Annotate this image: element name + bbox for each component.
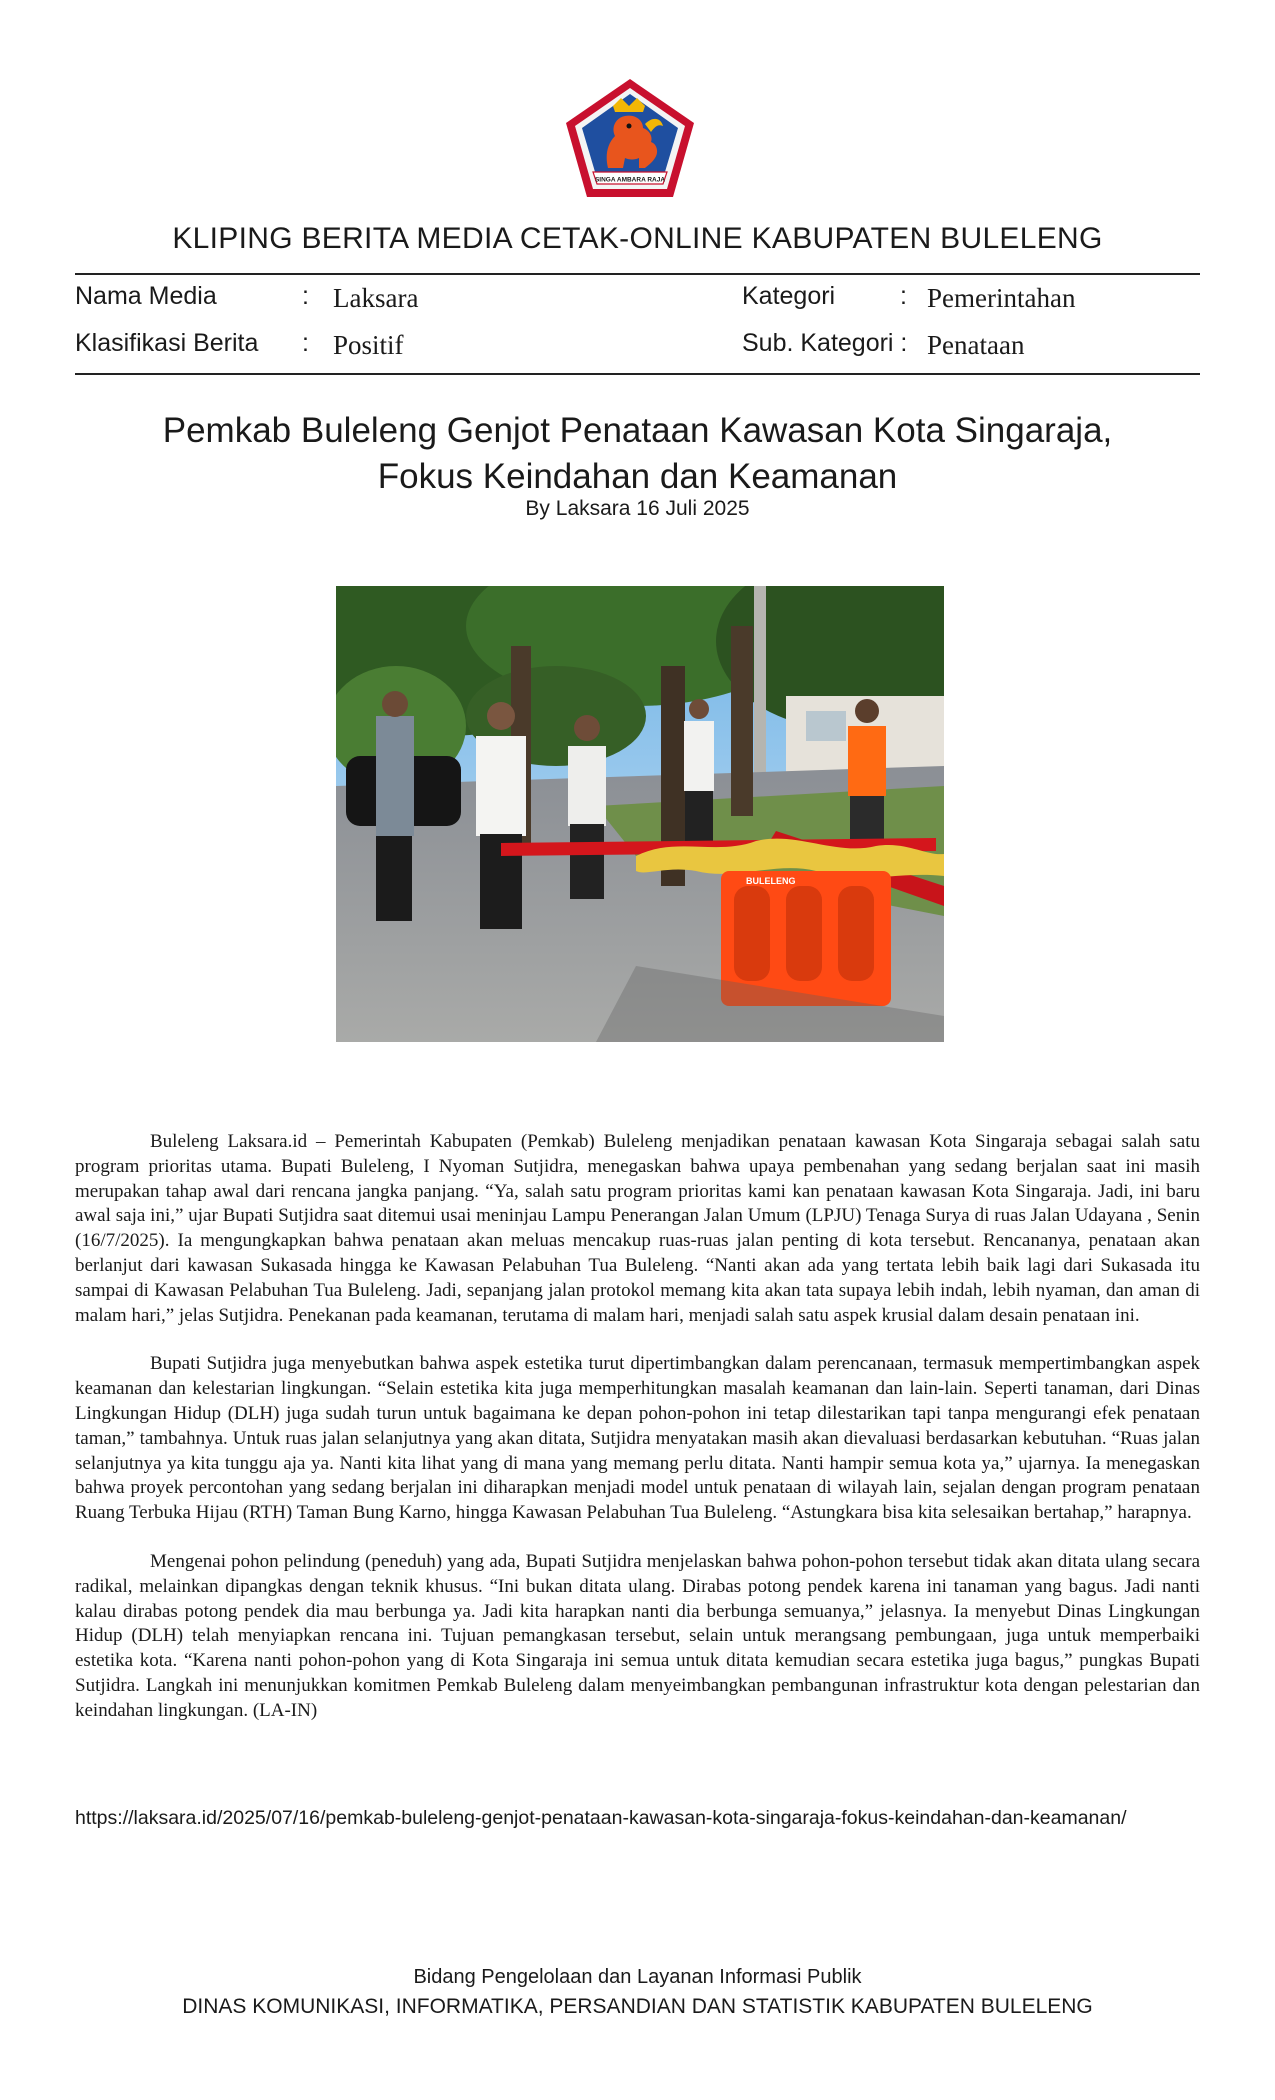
article-paragraph-2: Bupati Sutjidra juga menyebutkan bahwa aspek estetika turut dipertimbangkan dalam perencanaan, termasuk mempertimbangkan aspek keamanan dan kelestarian lingkungan. “Selain estetika kita juga memperhitungkan masalah keamanan dan lain-lain. Seperti tanaman, dari Dinas Lingkungan Hidup (DLH) juga sudah turun untuk bagaimana ke depan pohon-pohon ini tetap dilestarikan tapi tanpa mengurangi efek penataan taman,” tambahnya. Untuk ruas jalan selanjutnya yang akan ditata, Sutjidra menyatakan masih akan dievaluasi berdasarkan kebutuhan. “Ruas jalan selanjutnya ya kita tunggu aja ya. Nanti kita lihat yang di mana yang memang perlu ditata. Nanti hampir semua kota ya,” ujarnya. Ia menegaskan bahwa proyek percontohan yang sedang berjalan ini diharapkan menjadi model untuk penataan di wilayah lain, sejalan dengan program penataan Ruang Terbuka Hijau (RTH) Taman Bung Karno, hingga Kawasan Pelabuhan Tua Buleleng. “Astungkara bisa kita selesaikan bertahap,” harapnya. (75, 1353, 1200, 1524)
svg-text:SINGA AMBARA RAJA: SINGA AMBARA RAJA (594, 176, 666, 184)
headline-line-2: Fokus Keindahan dan Keamanan (377, 457, 898, 496)
classification-colon: : (302, 329, 309, 357)
article-paragraph-3: Mengenai pohon pelindung (peneduh) yang ada, Bupati Sutjidra menjelaskan bahwa pohon-pohon tersebut tidak akan ditata ulang secara radikal, melainkan dipangkas dengan teknik khusus. “Ini bukan ditata ulang. Dirabas potong pendek karena ini tanaman yang bagus. Jadi nanti kalau dirabas potong pendek dia mau berbunga ya. Jadi kita harapkan nanti dia berbunga semuanya,” jelasnya. Ia menyebut Dinas Lingkungan Hidup (DLH) telah menyiapkan rencana ini. Tujuan pemangkasan tersebut, selain untuk merangsang pembungaan, juga untuk memperbaiki estetika kota. “Karena nanti pohon-pohon yang di Kota Singaraja ini semua untuk ditata kemudian secara estetika juga bagus,” pungkas Bupati Sutjidra. Langkah ini menunjukkan komitmen Pemkab Buleleng dalam menyeimbangkan pembangunan infrastruktur kota dengan pelestarian dan keindahan lingkungan. (LA-IN) (75, 1550, 1200, 1721)
barrier-text: BULELENG (746, 876, 796, 886)
header-top-rule (75, 273, 1200, 275)
subcategory-value: Penataan (927, 330, 1025, 360)
document-header-title: KLIPING BERITA MEDIA CETAK-ONLINE KABUPATEN BULELENG (172, 222, 1103, 255)
classification-label: Klasifikasi Berita (75, 329, 259, 357)
category-label: Kategori (742, 282, 836, 310)
headline-line-1: Pemkab Buleleng Genjot Penataan Kawasan Kota Singaraja, (162, 411, 1113, 450)
media-name-label: Nama Media (75, 282, 217, 310)
media-name-colon: : (302, 282, 309, 310)
article-paragraph-1: Buleleng Laksara.id – Pemerintah Kabupaten (Pemkab) Buleleng menjadikan penataan kawasan Kota Singaraja sebagai salah satu program prioritas utama. Bupati Buleleng, I Nyoman Sutjidra, menegaskan bahwa upaya pembenahan yang sedang berjalan saat ini masih merupakan tahap awal dari rencana jangka panjang. “Ya, salah satu program prioritas kami kan penataan kawasan Kota Singaraja. Jadi, ini baru awal saja ini,” ujar Bupati Sutjidra saat ditemui usai meninjau Lampu Penerangan Jalan Umum (LPJU) Tenaga Surya di ruas Jalan Udayana , Senin (16/7/2025). Ia mengungkapkan bahwa penataan akan meluas mencakup ruas-ruas jalan penting di kota tersebut. Rencananya, penataan akan berlanjut dari kawasan Sukasada hingga ke Kawasan Pelabuhan Tua Buleleng. “Nanti akan ada yang tertata lebih baik lagi dari Sukasada itu sampai di Kawasan Pelabuhan Tua Buleleng. Jadi, sepanjang jalan protokol memang kita akan tata supaya lebih indah, lebih nyaman, dan aman di malam hari,” jelas Sutjidra. Penekanan pada keamanan, terutama di malam hari, menjadi salah satu aspek krusial dalam desain penataan ini. (75, 1131, 1200, 1326)
buleleng-regency-logo (563, 76, 697, 200)
footer-agency: DINAS KOMUNIKASI, INFORMATIKA, PERSANDIAN DAN STATISTIK KABUPATEN BULELENG (182, 1995, 1093, 2018)
source-url-link[interactable]: https://laksara.id/2025/07/16/pemkab-buleleng-genjot-penataan-kawasan-kota-singaraja-fokus-keindahan-dan-keamanan/ (75, 1807, 1127, 1829)
subcategory-label: Sub. Kategori : (742, 329, 908, 357)
classification-value: Positif (333, 330, 404, 360)
article-byline: By Laksara 16 Juli 2025 (525, 497, 750, 520)
header-bottom-rule (75, 373, 1200, 375)
article-photo (336, 586, 944, 1042)
media-name-value: Laksara (333, 283, 419, 313)
category-value: Pemerintahan (927, 283, 1076, 313)
category-colon: : (900, 282, 907, 310)
article-body (75, 1130, 1200, 1748)
article-headline (0, 408, 1275, 500)
footer-division: Bidang Pengelolaan dan Layanan Informasi Publik (413, 1966, 862, 1988)
